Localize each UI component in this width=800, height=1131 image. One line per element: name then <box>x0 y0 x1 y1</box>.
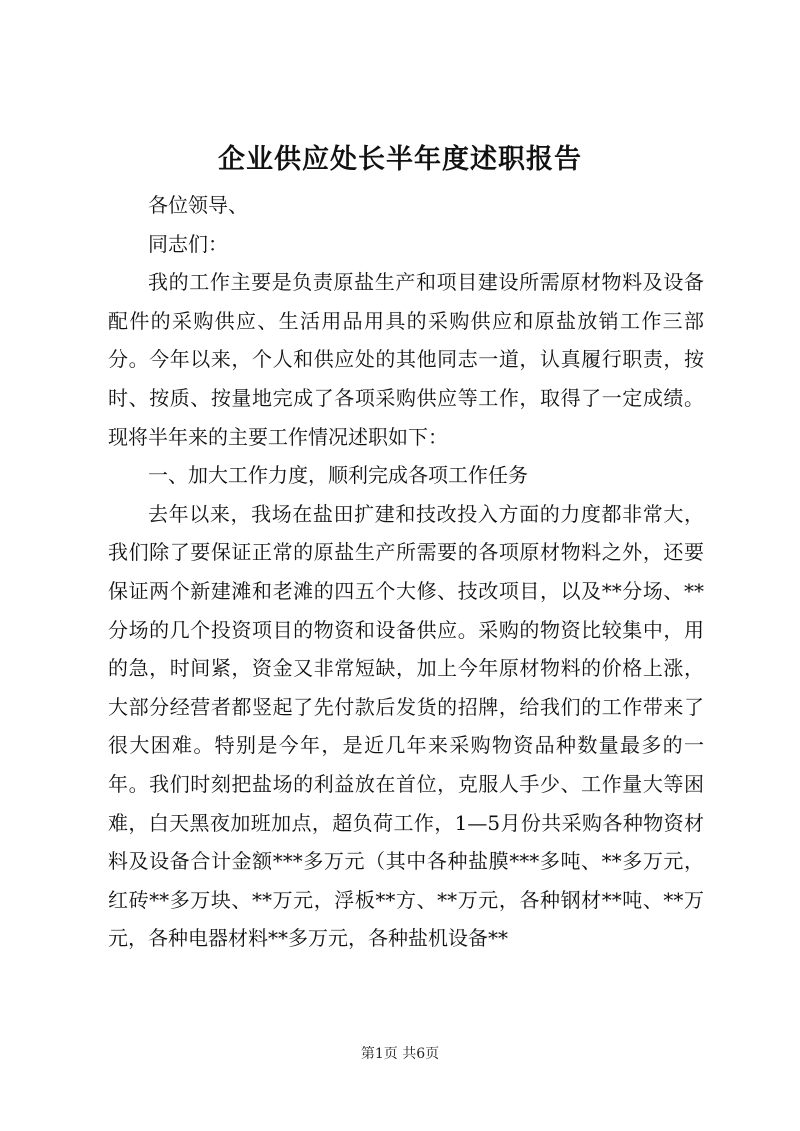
document-title: 企业供应处长半年度述职报告 <box>218 144 582 175</box>
document-body <box>108 186 704 958</box>
salutation-line-1: 各位领导、 <box>148 193 248 217</box>
intro-paragraph: 我的工作主要是负责原盐生产和项目建设所需原材物料及设备配件的采购供应、生活用品用具的采购供应和原盐放销工作三部分。今年以来，个人和供应处的其他同志一道，认真履行职责，按时、按质、按量地完成了各项采购供应等工作，取得了一定成绩。现将半年来的主要工作情况述职如下： <box>108 270 704 449</box>
page-footer: 第1页 共6页 <box>360 1046 440 1062</box>
body-paragraph: 去年以来，我场在盐田扩建和技改投入方面的力度都非常大，我们除了要保证正常的原盐生产所需要的各项原材物料之外，还要保证两个新建滩和老滩的四五个大修、技改项目，以及**分场、**分场的几个投资项目的物资和设备供应。采购的物资比较集中，用的急，时间紧，资金又非常短缺，加上今年原材物料的价格上涨，大部分经营者都竖起了先付款后发货的招牌，给我们的工作带来了很大困难。特别是今年，是近几年来采购物资品种数量最多的一年。我们时刻把盐场的利益放在首位，克服人手少、工作量大等困难，白天黑夜加班加点，超负荷工作，1—5月份共采购各种物资材料及设备合计金额***多万元（其中各种盐膜***多吨、**多万元，红砖**多万块、**万元，浮板**方、**万元，各种钢材**吨、**万元，各种电器材料**多万元，各种盐机设备** <box>108 501 704 951</box>
section-heading-1: 一、加大工作力度，顺利完成各项工作任务 <box>148 463 528 488</box>
salutation-line-2: 同志们： <box>148 231 228 256</box>
